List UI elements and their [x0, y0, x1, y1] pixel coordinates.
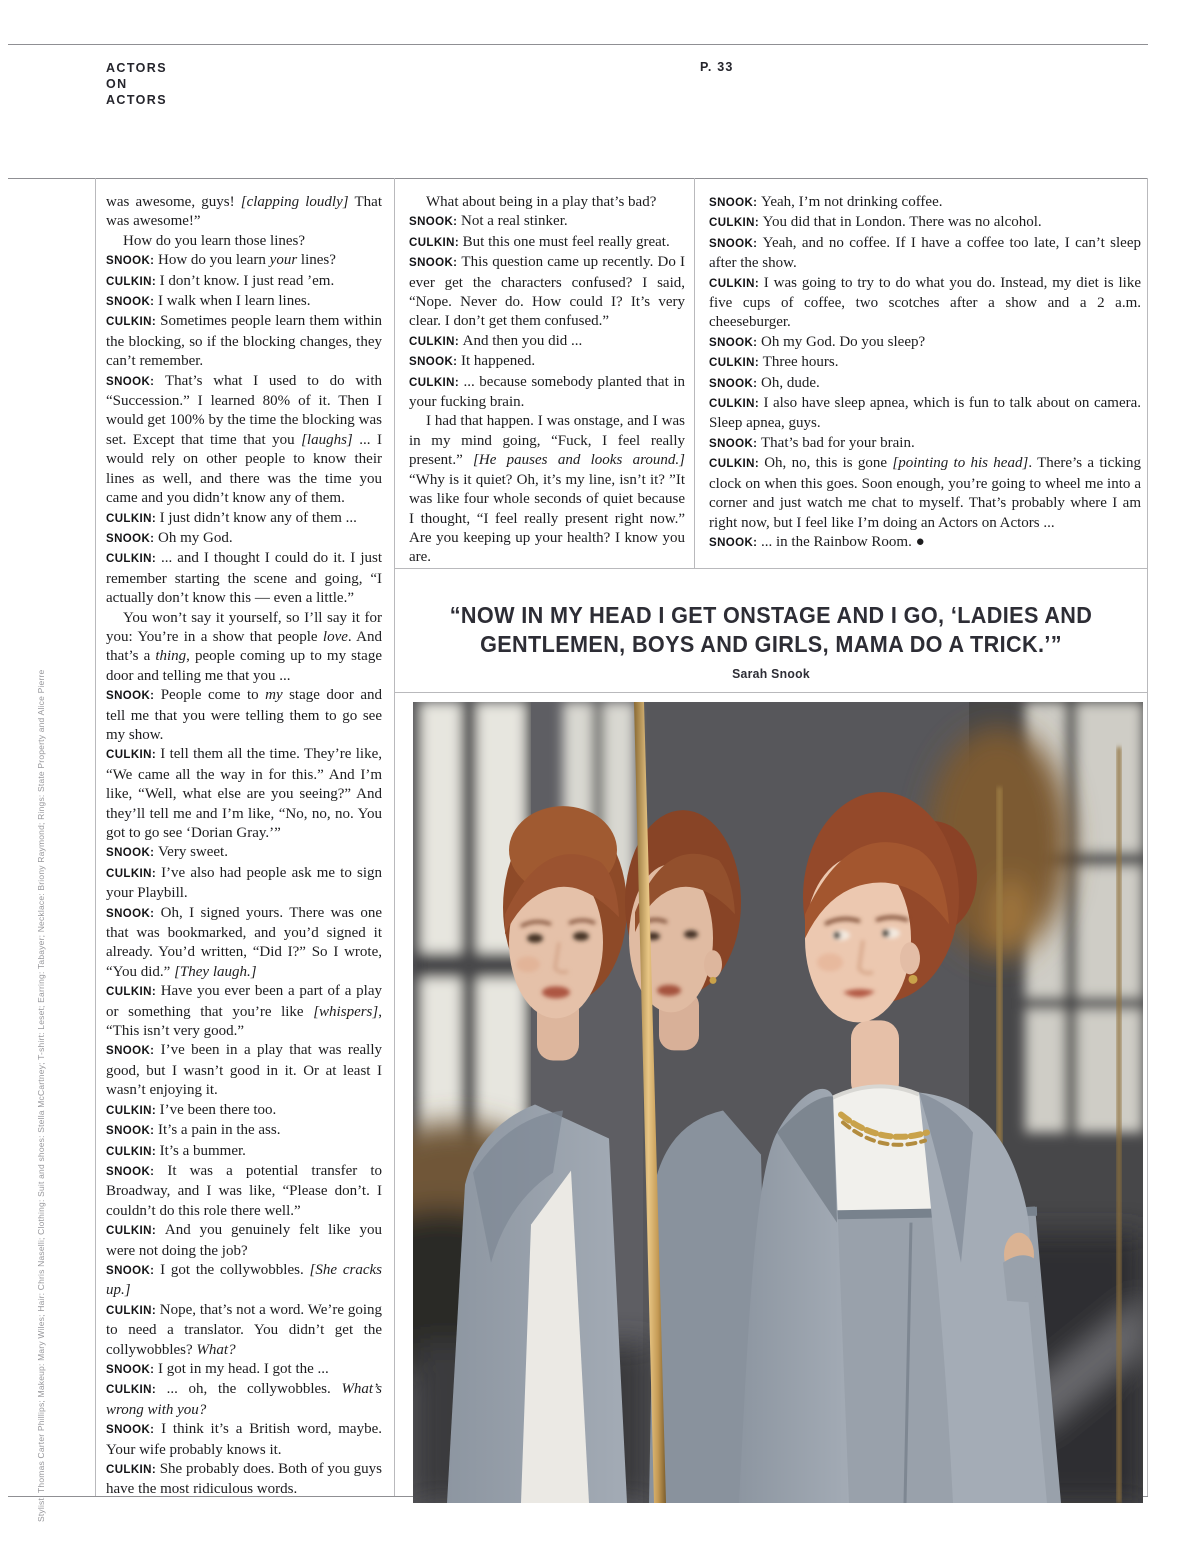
- kicker-line: ACTORS: [106, 93, 167, 107]
- divider-top: [8, 44, 1148, 45]
- dialogue-paragraph: CULKIN: I’ve also had people ask me to sign your Playbill.: [106, 864, 382, 902]
- speaker-label: CULKIN:: [106, 1384, 167, 1397]
- divider-header: [8, 178, 1148, 179]
- speaker-label: CULKIN:: [409, 376, 464, 389]
- speaker-label: CULKIN:: [709, 217, 763, 230]
- dialogue-paragraph: SNOOK: This question came up recently. Do I ever get the characters confused? I said, “Nope. Never do. How could I? It’s very clear. I don’t get them confused.”: [409, 254, 685, 330]
- dialogue-paragraph: CULKIN: I tell them all the time. They’re like, “We came all the way in for this.” And I’m like, “Well, what else are you seeing?” And they’ll tell me and I’m like, “No, no, no. You got to go see ‘Dorian Gray.’”: [106, 746, 382, 841]
- speaker-label: SNOOK:: [106, 690, 161, 703]
- dialogue-paragraph: CULKIN: Sometimes people learn them within the blocking, so if the blocking changes, they can’t remember.: [106, 313, 382, 370]
- dialogue-paragraph: SNOOK: Yeah, and no coffee. If I have a coffee too late, I can’t sleep after the show.: [709, 234, 1141, 272]
- dialogue-paragraph: SNOOK: I’ve been in a play that was really good, but I wasn’t good in it. Or at least I wasn’t enjoying it.: [106, 1042, 382, 1099]
- dialogue-paragraph: CULKIN: I just didn’t know any of them ...: [106, 509, 357, 526]
- column-2: [409, 193, 685, 568]
- dialogue-paragraph: SNOOK: It happened.: [409, 353, 536, 370]
- divider-left-column: [95, 178, 96, 1496]
- speaker-label: SNOOK:: [409, 356, 461, 369]
- speaker-label: CULKIN:: [106, 867, 162, 880]
- speaker-label: SNOOK:: [106, 532, 158, 545]
- speaker-label: SNOOK:: [106, 907, 161, 920]
- dialogue-paragraph: CULKIN: But this one must feel really great.: [409, 233, 670, 250]
- pull-quote-attribution: Sarah Snook: [732, 666, 810, 681]
- speaker-label: SNOOK:: [106, 1363, 158, 1376]
- dialogue-paragraph: SNOOK: It was a potential transfer to Broadway, and I was like, “Please don’t. I couldn’t do this role there well.”: [106, 1162, 382, 1219]
- speaker-label: SNOOK:: [709, 197, 761, 209]
- speaker-label: SNOOK:: [409, 257, 462, 270]
- dialogue-paragraph: CULKIN: I’ve been there too.: [106, 1101, 277, 1118]
- dialogue-paragraph: CULKIN: It’s a bummer.: [106, 1142, 246, 1159]
- dialogue-paragraph: SNOOK: How do you learn your lines?: [106, 252, 336, 269]
- feature-photo: [413, 702, 1143, 1503]
- speaker-label: CULKIN:: [709, 398, 764, 411]
- speaker-label: SNOOK:: [709, 336, 761, 349]
- dialogue-paragraph: What about being in a play that’s bad?: [426, 194, 657, 210]
- dialogue-paragraph: CULKIN: I was going to try to do what you do. Instead, my diet is like five cups of coffee, two scotches after a show and a 2 a.m. cheeseburger.: [709, 274, 1141, 331]
- divider-quote-bottom: [395, 692, 1148, 693]
- dialogue-paragraph: SNOOK: ... in the Rainbow Room. ●: [709, 533, 925, 550]
- speaker-label: SNOOK:: [106, 1045, 161, 1058]
- speaker-label: SNOOK:: [709, 377, 761, 390]
- dialogue-paragraph: SNOOK: That’s what I used to do with “Succession.” I learned 80% of it. Then I would get 100% by the time the blocking was set. Except that time that you [laughs] ... I would rely on other people to know their lines as well, and there was the time you came and you didn’t know any of them.: [106, 372, 382, 507]
- dialogue-paragraph: SNOOK: I think it’s a British word, maybe. Your wife probably knows it.: [106, 1421, 382, 1458]
- kicker-line: ON: [106, 77, 128, 91]
- column-3: [709, 193, 1141, 553]
- dialogue-paragraph: CULKIN: And you genuinely felt like you were not doing the job?: [106, 1222, 382, 1259]
- divider-right-edge: [1147, 178, 1148, 1496]
- dialogue-paragraph: SNOOK: I got the collywobbles. [She cracks up.]: [106, 1261, 382, 1299]
- speaker-label: SNOOK:: [409, 216, 461, 229]
- kicker-line: ACTORS: [106, 61, 167, 75]
- dialogue-paragraph: I had that happen. I was onstage, and I was in my mind going, “Fuck, I feel really present.” [He pauses and looks around.] “Why is it quiet? Oh, it’s my line, isn’t it? ”It was like four whole seconds of quiet because I thought, “I feel really present right now.” Are you keeping up your health? I know you are.: [409, 413, 685, 566]
- page-number: P. 33: [700, 60, 734, 74]
- speaker-label: SNOOK:: [106, 375, 165, 388]
- dialogue-paragraph: CULKIN: I don’t know. I just read ’em.: [106, 272, 335, 289]
- speaker-label: SNOOK:: [106, 255, 158, 268]
- dialogue-paragraph: CULKIN: She probably does. Both of you guys have the most ridiculous words.: [106, 1461, 382, 1498]
- photo-credits: Stylist: Thomas Carter Phillips; Makeup: Mary Wiles; Hair: Chris Naselli; Clothing: Suit and shoes: Stella McCartney; T-shirt: Leset; Earring: Tabayer; Necklace: Briony Raymond; Rings: State Property and Alice Pierre: [36, 669, 46, 1522]
- speaker-label: CULKIN:: [106, 275, 160, 288]
- dialogue-paragraph: CULKIN: ... oh, the collywobbles. What’s wrong with you?: [106, 1381, 382, 1418]
- dialogue-paragraph: SNOOK: That’s bad for your brain.: [709, 434, 915, 451]
- speaker-label: SNOOK:: [106, 296, 158, 309]
- speaker-label: SNOOK:: [106, 1165, 168, 1178]
- dialogue-paragraph: CULKIN: Have you ever been a part of a play or something that you’re like [whispers], “This isn’t very good.”: [106, 983, 383, 1040]
- dialogue-paragraph: SNOOK: I walk when I learn lines.: [106, 293, 311, 310]
- dialogue-paragraph: SNOOK: Oh my God. Do you sleep?: [709, 333, 926, 350]
- dialogue-paragraph: CULKIN: And then you did ...: [409, 332, 583, 349]
- speaker-label: CULKIN:: [106, 553, 161, 566]
- speaker-label: SNOOK:: [106, 1424, 162, 1437]
- dialogue-paragraph: SNOOK: Oh my God.: [106, 529, 233, 546]
- dialogue-paragraph: SNOOK: Yeah, I’m not drinking coffee.: [709, 194, 943, 210]
- speaker-label: SNOOK:: [106, 847, 158, 860]
- dialogue-paragraph: CULKIN: ... and I thought I could do it. I just remember starting the scene and going, “I actually don’t know this — even a little.”: [106, 550, 383, 607]
- speaker-label: CULKIN:: [106, 1464, 160, 1476]
- divider-col2-col3: [694, 178, 695, 568]
- dialogue-paragraph: CULKIN: You did that in London. There was no alcohol.: [709, 214, 1042, 231]
- dialogue-paragraph: CULKIN: I also have sleep apnea, which is fun to talk about on camera. Sleep apnea, guys.: [709, 395, 1142, 432]
- dialogue-paragraph: CULKIN: Nope, that’s not a word. We’re going to need a translator. You didn’t get the collywobbles? What?: [106, 1301, 382, 1358]
- dialogue-paragraph: CULKIN: ... because somebody planted that in your fucking brain.: [409, 373, 685, 411]
- pull-quote-block: [418, 601, 1125, 681]
- speaker-label: CULKIN:: [106, 1304, 160, 1317]
- pull-quote: “NOW IN MY HEAD I GET ONSTAGE AND I GO, ‘LADIES AND GENTLEMEN, BOYS AND GIRLS, MAMA DO A TRICK.’”: [449, 602, 1093, 657]
- dialogue-paragraph: You won’t say it yourself, so I’ll say it for you: You’re in a show that people love. And that’s a thing, people coming up to my stage door and telling me that you ...: [106, 609, 382, 684]
- dialogue-paragraph: SNOOK: Very sweet.: [106, 844, 228, 861]
- speaker-label: SNOOK:: [106, 1125, 158, 1138]
- dialogue-paragraph: CULKIN: Oh, no, this is gone [pointing to his head]. There’s a ticking clock on when this goes. Soon enough, you’re going to wheel me into a corner and just watch me chat to myself. That’s probably where I am right now, but I feel like I’m doing an Actors on Actors ...: [709, 455, 1141, 531]
- speaker-label: SNOOK:: [709, 237, 763, 250]
- speaker-label: SNOOK:: [709, 536, 761, 549]
- dialogue-paragraph: SNOOK: People come to my stage door and tell me that you were telling them to go see my show.: [106, 687, 382, 743]
- speaker-label: CULKIN:: [409, 335, 463, 348]
- dialogue-paragraph: SNOOK: It’s a pain in the ass.: [106, 1122, 281, 1139]
- speaker-label: CULKIN:: [106, 749, 161, 762]
- divider-quote-top: [395, 568, 1148, 569]
- speaker-label: SNOOK:: [106, 1264, 161, 1277]
- speaker-label: CULKIN:: [709, 277, 764, 290]
- speaker-label: CULKIN:: [106, 1104, 160, 1117]
- speaker-label: CULKIN:: [106, 316, 161, 329]
- dialogue-paragraph: was awesome, guys! [clapping loudly] That was awesome!”: [106, 194, 382, 230]
- dialogue-paragraph: SNOOK: Not a real stinker.: [409, 213, 568, 230]
- speaker-label: CULKIN:: [106, 1145, 160, 1158]
- dialogue-paragraph: How do you learn those lines?: [123, 232, 306, 249]
- speaker-label: CULKIN:: [409, 236, 463, 249]
- speaker-label: CULKIN:: [106, 986, 161, 999]
- dialogue-paragraph: CULKIN: Three hours.: [709, 354, 839, 371]
- column-1: [106, 193, 382, 1500]
- dialogue-paragraph: SNOOK: Oh, I signed yours. There was one that was bookmarked, and you’d signed it already. You’d written, “Did I?” So I wrote, “You did.” [They laugh.]: [106, 904, 382, 980]
- section-kicker: [106, 60, 167, 108]
- divider-col1-col2: [394, 178, 395, 1496]
- dialogue-paragraph: SNOOK: Oh, dude.: [709, 374, 820, 391]
- photo-illustration: [413, 702, 1143, 1503]
- speaker-label: CULKIN:: [106, 512, 160, 525]
- dialogue-paragraph: SNOOK: I got in my head. I got the ...: [106, 1360, 329, 1377]
- speaker-label: CULKIN:: [106, 1225, 165, 1238]
- speaker-label: CULKIN:: [709, 357, 763, 370]
- speaker-label: CULKIN:: [709, 458, 765, 471]
- speaker-label: SNOOK:: [709, 437, 761, 450]
